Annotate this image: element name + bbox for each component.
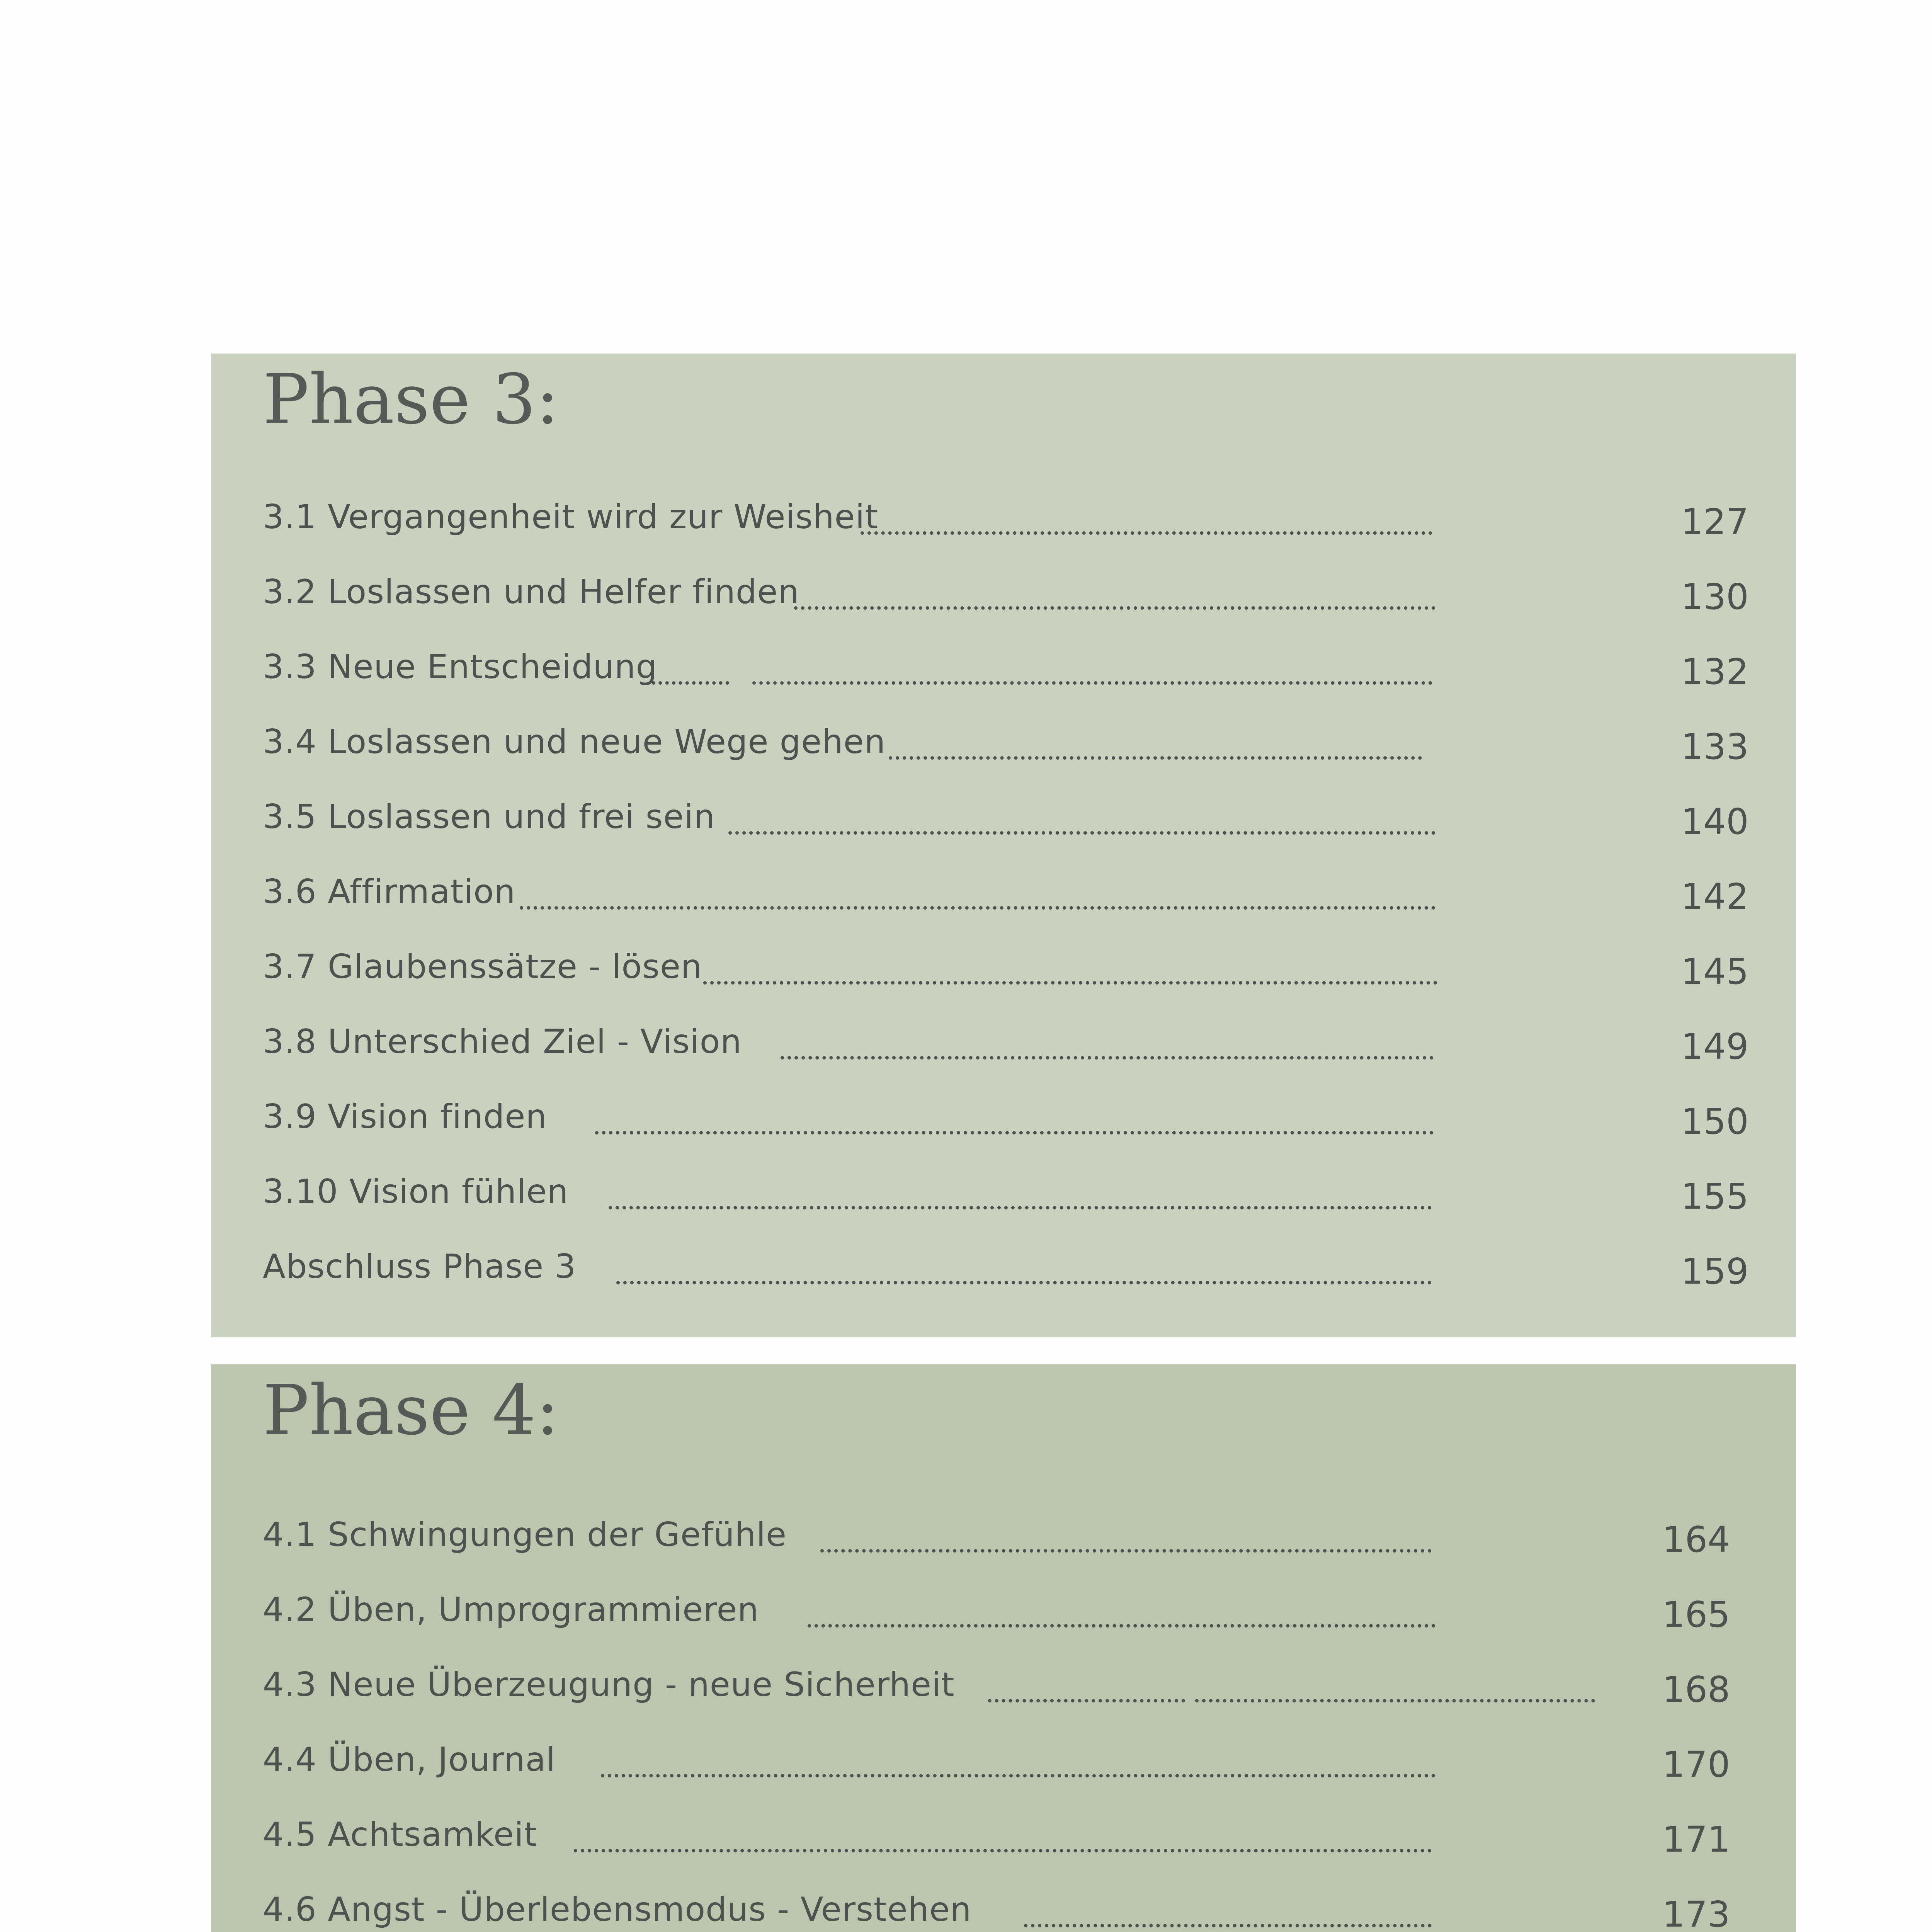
toc-leader-dots xyxy=(574,1849,1432,1852)
toc-entry-page: 168 xyxy=(1662,1669,1730,1710)
toc-entry-label: 3.5 Loslassen und frei sein xyxy=(263,798,715,836)
toc-entry-page: 142 xyxy=(1681,876,1749,917)
toc-entry-label: 4.5 Achtsamkeit xyxy=(263,1815,537,1854)
toc-entry-page: 170 xyxy=(1662,1744,1730,1785)
toc-leader-dots xyxy=(808,1624,1435,1628)
toc-entry-page: 159 xyxy=(1681,1251,1749,1292)
toc-entry-page: 150 xyxy=(1681,1101,1749,1142)
toc-leader-dots xyxy=(1024,1924,1432,1927)
toc-entry-label: 3.8 Unterschied Ziel - Vision xyxy=(263,1022,742,1061)
toc-entry-page: 173 xyxy=(1662,1894,1730,1932)
toc-leader-dots xyxy=(988,1699,1185,1702)
toc-entry-label: 3.3 Neue Entscheidung xyxy=(263,648,658,686)
toc-entry-label: 3.1 Vergangenheit wird zur Weisheit xyxy=(263,498,879,536)
toc-leader-dots xyxy=(652,681,729,685)
toc-entry-label: Abschluss Phase 3 xyxy=(263,1247,577,1286)
toc-leader-dots xyxy=(794,606,1435,610)
toc-entry-page: 132 xyxy=(1681,651,1749,692)
toc-leader-dots xyxy=(616,1281,1432,1284)
toc-entry-page: 164 xyxy=(1662,1519,1730,1560)
toc-leader-dots xyxy=(781,1056,1434,1060)
toc-entry-label: 4.6 Angst - Überlebensmodus - Verstehen xyxy=(263,1890,972,1929)
toc-leader-dots xyxy=(752,681,1432,685)
toc-entry-page: 149 xyxy=(1681,1026,1749,1067)
toc-entry-page: 127 xyxy=(1681,501,1749,543)
toc-entry-page: 133 xyxy=(1681,726,1749,767)
toc-entry-page: 165 xyxy=(1662,1594,1730,1635)
toc-entry-label: 4.3 Neue Überzeugung - neue Sicherheit xyxy=(263,1665,955,1704)
toc-entry-page: 155 xyxy=(1681,1176,1749,1217)
toc-leader-dots xyxy=(1195,1699,1595,1702)
toc-leader-dots xyxy=(595,1131,1434,1134)
phase-4-panel xyxy=(211,1364,1796,1932)
toc-leader-dots xyxy=(703,981,1437,985)
toc-leader-dots xyxy=(520,906,1435,910)
toc-entry-label: 3.9 Vision finden xyxy=(263,1097,547,1136)
toc-entry-page: 171 xyxy=(1662,1819,1730,1860)
toc-entry-label: 4.2 Üben, Umprogrammieren xyxy=(263,1590,759,1629)
toc-entry-page: 145 xyxy=(1681,951,1749,992)
phase-3-title: Phase 3: xyxy=(263,359,560,439)
phase-3-panel xyxy=(211,354,1796,1337)
toc-entry-label: 3.10 Vision fühlen xyxy=(263,1172,569,1211)
toc-entry-label: 3.6 Affirmation xyxy=(263,872,516,911)
toc-entry-label: 4.4 Üben, Journal xyxy=(263,1740,556,1779)
toc-leader-dots xyxy=(609,1206,1432,1209)
toc-entry-page: 140 xyxy=(1681,801,1749,842)
toc-leader-dots xyxy=(728,831,1435,835)
toc-leader-dots xyxy=(820,1549,1432,1553)
toc-leader-dots xyxy=(861,531,1432,535)
toc-entry-label: 3.7 Glaubenssätze - lösen xyxy=(263,947,702,986)
toc-entry-label: 4.1 Schwingungen der Gefühle xyxy=(263,1515,787,1554)
phase-4-title: Phase 4: xyxy=(263,1370,560,1450)
toc-leader-dots xyxy=(601,1774,1435,1777)
toc-entry-label: 3.2 Loslassen und Helfer finden xyxy=(263,573,799,611)
toc-leader-dots xyxy=(889,756,1422,760)
toc-entry-page: 130 xyxy=(1681,576,1749,617)
toc-entry-label: 3.4 Loslassen und neue Wege gehen xyxy=(263,723,886,761)
